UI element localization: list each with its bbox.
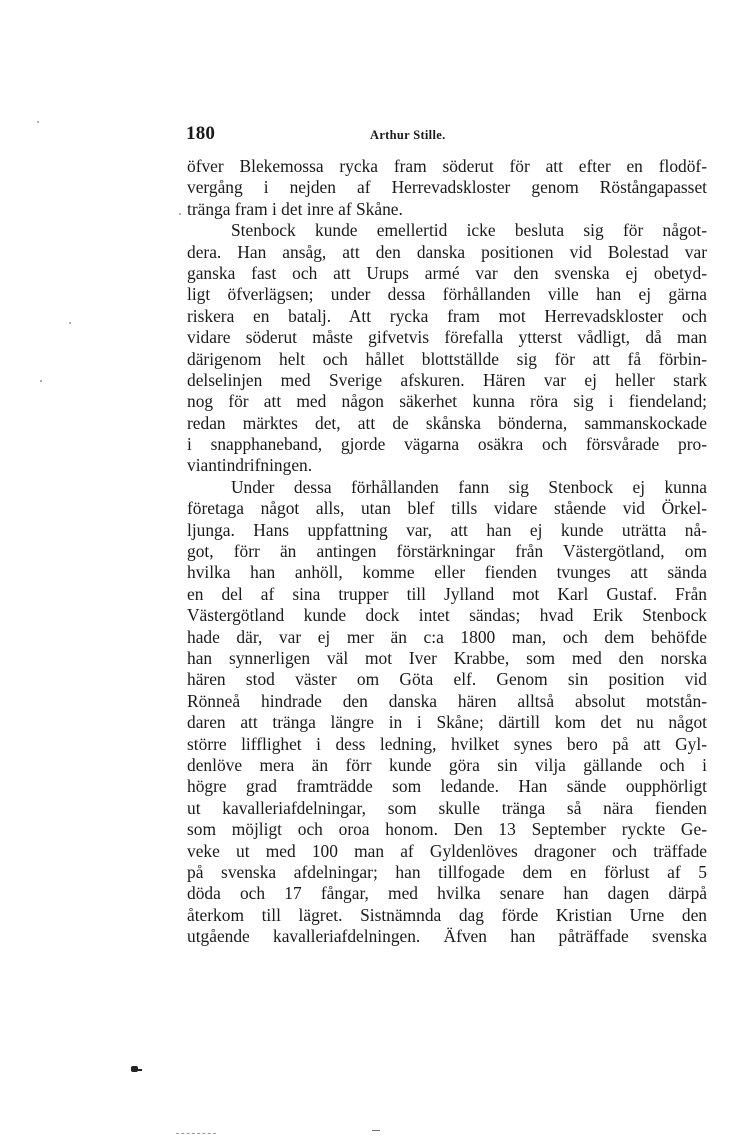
text-line: tränga fram i det inre af Skåne. <box>187 198 403 219</box>
text-line: företaga något alls, utan blef tills vidare stående vid Örkel- <box>187 498 707 519</box>
text-line: därigenom helt och hållet blottställde sig för att få förbin- <box>187 348 707 369</box>
text-line: en del af sina trupper till Jylland mot Karl Gustaf. Från <box>187 583 707 604</box>
text-line: denlöve mera än förr kunde göra sin vilja gällande och i <box>187 754 707 775</box>
text-line: ganska fast och att Urups armé var den svenska ej obetyd- <box>187 262 707 283</box>
text-line: i snapphaneband, gjorde vägarna osäkra och försvårade pro- <box>187 434 707 455</box>
text-line: vergång i nejden af Herrevadskloster genom Röstångapasset <box>187 177 707 198</box>
running-title: Arthur Stille. <box>370 128 446 142</box>
text-line: viantindrifningen. <box>187 455 313 476</box>
text-line: hade där, var ej mer än c:a 1800 man, och dem behöfde <box>187 626 707 647</box>
text-line: större lifflighet i dess ledning, hvilket synes bero på att Gyl- <box>187 733 707 754</box>
text-line: Västergötland kunde dock intet sändas; hvad Erik Stenbock <box>187 605 707 626</box>
scan-speck <box>69 322 71 324</box>
ink-blot-tail-mark <box>138 1069 142 1071</box>
text-line: återkom till lägret. Sistnämnda dag förde Kristian Urne den <box>187 904 707 925</box>
text-line: nog för att med någon säkerhet kunna röra sig i fiendeland; <box>187 391 707 412</box>
text-line: delselinjen med Sverige afskuren. Hären var ej heller stark <box>187 369 707 390</box>
text-line: daren att tränga längre in i Skåne; därtill kom det nu något <box>187 712 707 733</box>
text-line: ut kavalleriafdelningar, som skulle tränga så nära fienden <box>187 797 707 818</box>
text-line: hvilka han anhöll, komme eller fienden tvunges att sända <box>187 562 707 583</box>
text-line: Stenbock kunde emellertid icke besluta sig för något- <box>231 220 707 241</box>
ink-blot-mark <box>131 1066 138 1072</box>
text-line: öfver Blekemossa rycka fram söderut för att efter en flodöf- <box>187 156 707 176</box>
scan-noise-dots <box>176 1133 216 1134</box>
text-line: ligt öfverlägsen; under dessa förhållanden ville han ej gärna <box>187 284 707 305</box>
text-line: hären stod väster om Göta elf. Genom sin position vid <box>187 669 707 690</box>
text-line: som möjligt och oroa honom. Den 13 September ryckte Ge- <box>187 819 707 840</box>
body-text <box>187 156 707 947</box>
scan-speck <box>37 121 39 123</box>
text-line: på svenska afdelningar; han tillfogade dem en förlust af 5 <box>187 861 707 882</box>
scan-speck <box>179 213 181 215</box>
text-line: han synnerligen väl mot Iver Krabbe, som med den norska <box>187 647 707 668</box>
text-line: Under dessa förhållanden fann sig Stenbock ej kunna <box>231 476 707 497</box>
text-line: högre grad framträdde som ledande. Han sände oupphörligt <box>187 776 707 797</box>
text-line: vidare söderut måste gifvetvis förefalla ytterst vådligt, då man <box>187 327 707 348</box>
text-line: veke ut med 100 man af Gyldenlöves dragoner och träffade <box>187 840 707 861</box>
text-line: Rönneå hindrade den danska hären alltså absolut motstån- <box>187 690 707 711</box>
text-line: ljunga. Hans uppfattning var, att han ej kunde uträtta nå- <box>187 519 707 540</box>
text-line: dera. Han ansåg, att den danska positionen vid Bolestad var <box>187 241 707 262</box>
text-line: got, förr än antingen förstärkningar från Västergötland, om <box>187 541 707 562</box>
text-line: döda och 17 fångar, med hvilka senare han dagen därpå <box>187 883 707 904</box>
text-line: utgående kavalleriafdelningen. Äfven han påträffade svenska <box>187 926 707 947</box>
scan-noise-dash <box>372 1130 380 1131</box>
scan-speck <box>40 380 42 382</box>
page-header <box>186 123 706 151</box>
text-line: redan märktes det, att de skånska bönderna, sammanskockade <box>187 412 707 433</box>
page-number: 180 <box>186 123 216 144</box>
text-line: riskera en batalj. Att rycka fram mot Herrevadskloster och <box>187 305 707 326</box>
